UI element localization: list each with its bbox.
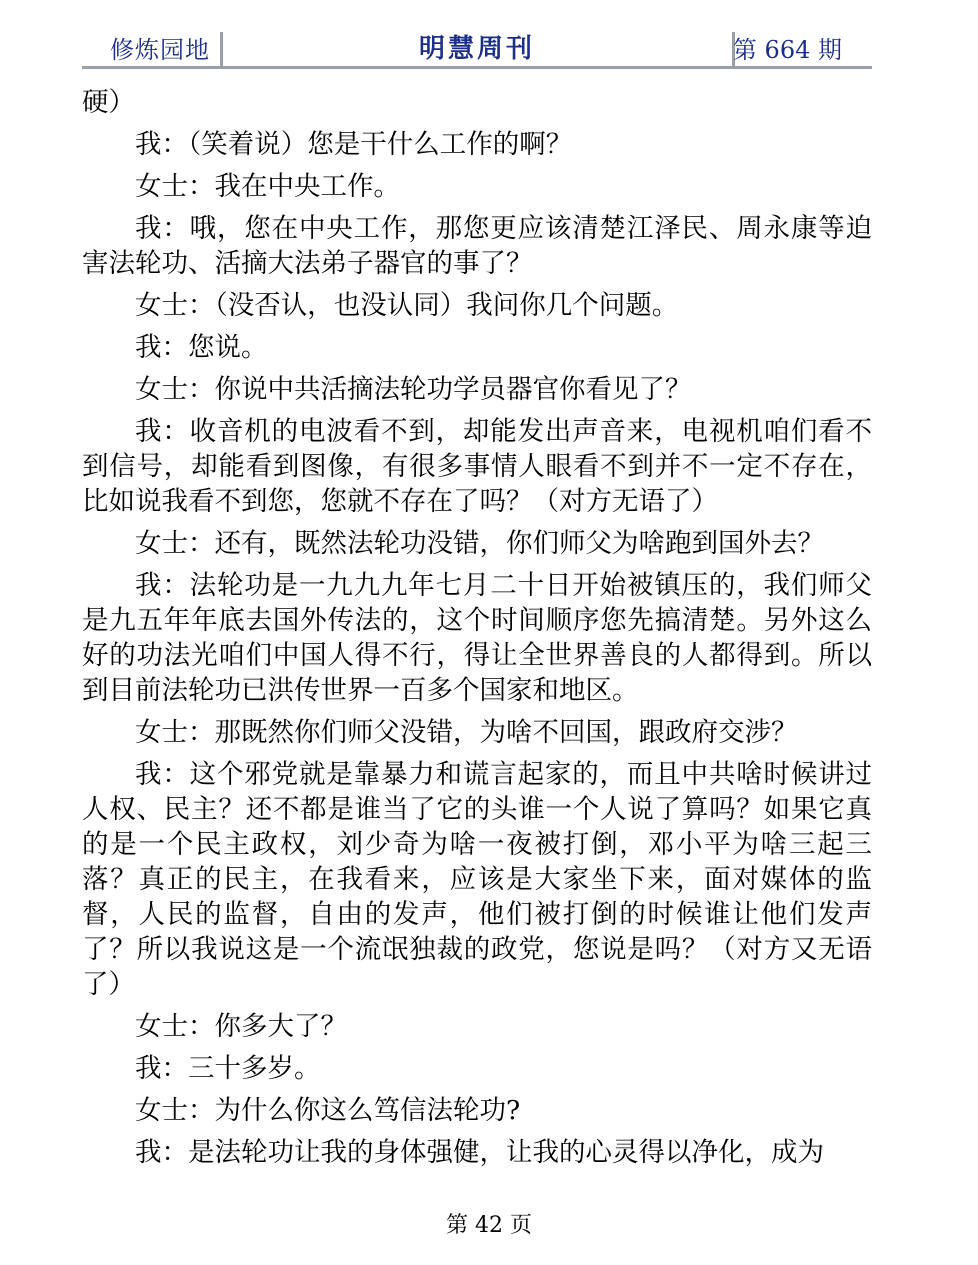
- paragraph: 女士：你说中共活摘法轮功学员器官你看见了？: [135, 374, 692, 405]
- paragraph: 女士：我在中央工作。: [135, 171, 400, 202]
- page-number: 第 42 页: [446, 1213, 532, 1238]
- header-rule: [82, 66, 872, 69]
- paragraph: 我：是法轮功让我的身体强健，让我的心灵得以净化，成为: [135, 1137, 824, 1168]
- paragraph: 女士：为什么你这么笃信法轮功?: [135, 1095, 521, 1126]
- paragraph: 我：哦，您在中央工作，那您更应该清楚江泽民、周永康等迫害法轮功、活摘大法弟子器官的事了？: [82, 213, 872, 279]
- paragraph: 我：这个邪党就是靠暴力和谎言起家的，而且中共啥时候讲过人权、民主？还不都是谁当了它的头谁一个人说了算吗？如果它真的是一个民主政权，刘少奇为啥一夜被打倒，邓小平为啥三起三落？真正的民主，在我看来，应该是大家坐下来，面对媒体的监督，人民的监督，自由的发声，他们被打倒的时候谁让他们发声了？所以我说这是一个流氓独裁的政党，您说是吗？（对方又无语了）: [82, 759, 872, 1000]
- publication-title: 明慧周刊: [418, 34, 535, 64]
- paragraph: 女士：（没否认，也没认同）我问你几个问题。: [135, 290, 679, 321]
- paragraph: 女士：还有，既然法轮功没错，你们师父为啥跑到国外去？: [135, 528, 824, 559]
- paragraph: 硬）: [82, 87, 135, 118]
- section-title: 修炼园地: [110, 36, 210, 64]
- paragraph: 女士：那既然你们师父没错，为啥不回国，跟政府交涉？: [135, 717, 798, 748]
- page-header: [82, 28, 872, 66]
- paragraph: 我：收音机的电波看不到，却能发出声音来，电视机咱们看不到信号，却能看到图像，有很多事情人眼看不到并不一定不存在，比如说我看不到您，您就不存在了吗？（对方无语了）: [82, 416, 872, 517]
- paragraph: 我：您说。: [135, 332, 268, 363]
- paragraph: 我：法轮功是一九九九年七月二十日开始被镇压的，我们师父是九五年年底去国外传法的，这个时间顺序您先搞清楚。另外这么好的功法光咱们中国人得不行，得让全世界善良的人都得到。所以到目前法轮功已洪传世界一百多个国家和地区。: [82, 570, 872, 706]
- paragraph: 我：三十多岁。: [135, 1053, 321, 1084]
- issue-number: 第 664 期: [732, 36, 842, 64]
- paragraph: 女士：你多大了？: [135, 1011, 347, 1042]
- article-body: [82, 85, 872, 1177]
- paragraph: 我：（笑着说）您是干什么工作的啊？: [135, 129, 573, 160]
